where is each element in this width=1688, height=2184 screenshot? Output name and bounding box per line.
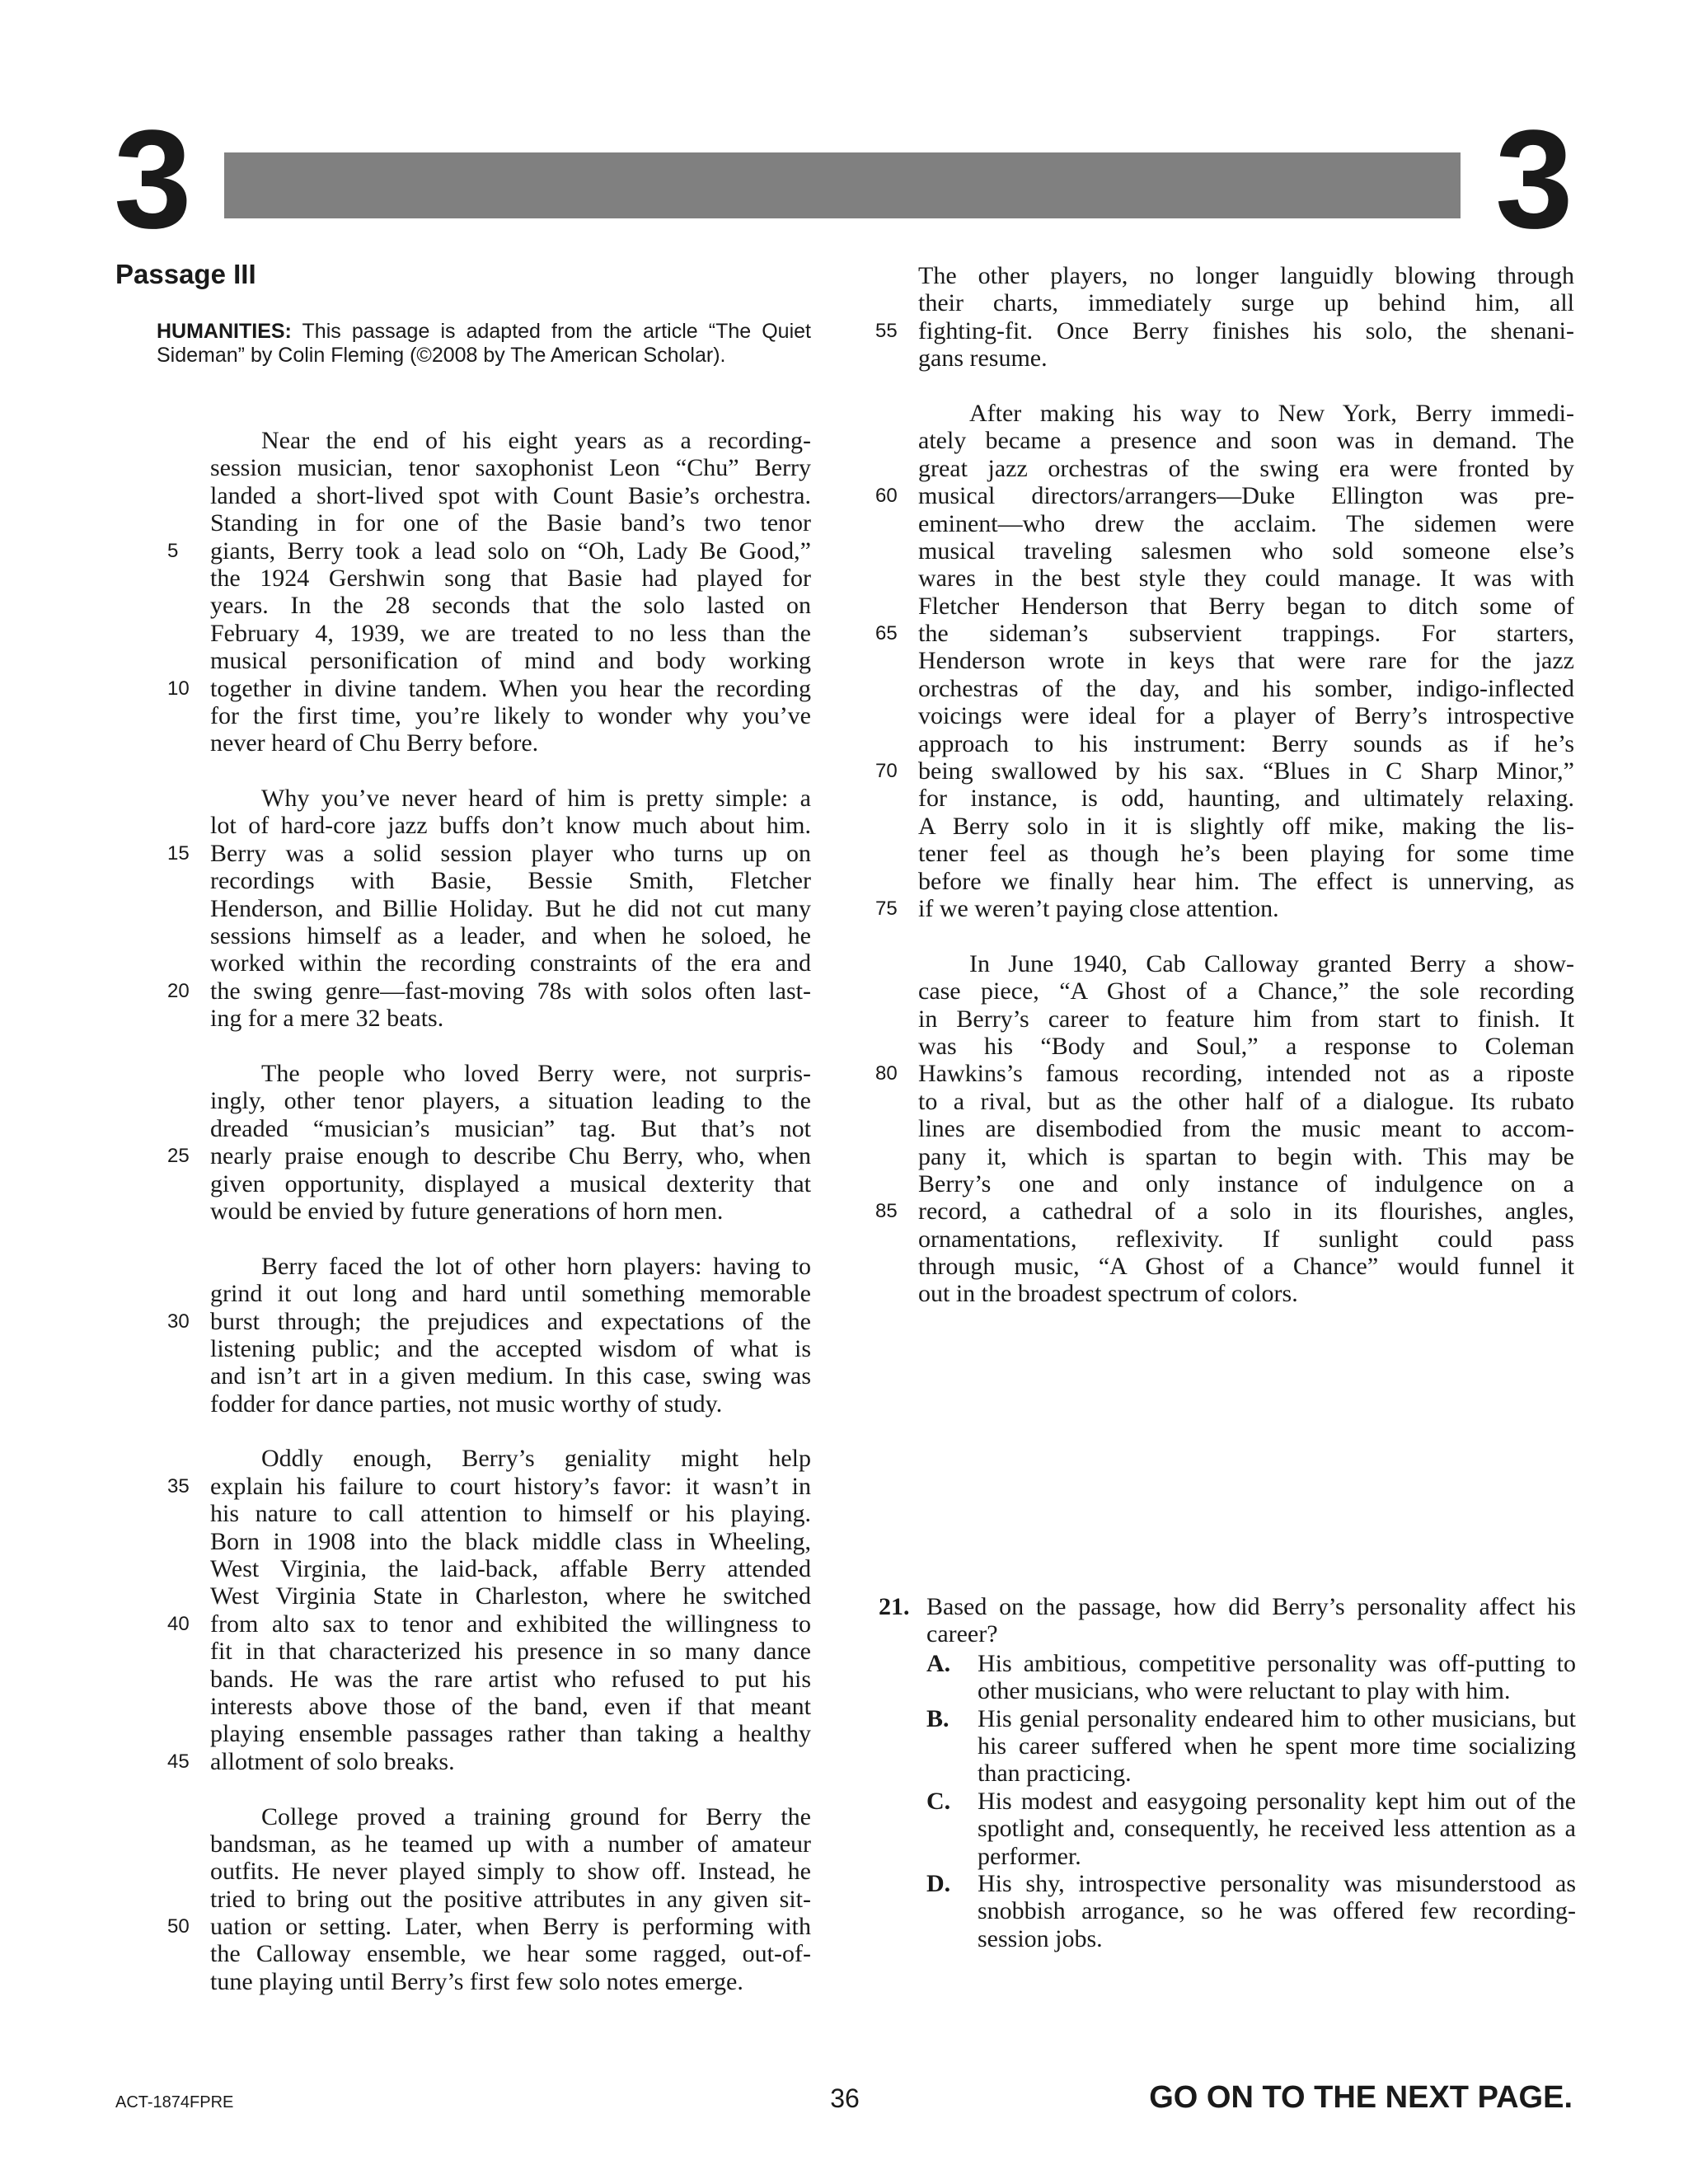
line-text: interests above those of the band, even if that meant bbox=[210, 1692, 811, 1720]
line-number: 25 bbox=[167, 1145, 190, 1168]
choice-d[interactable] bbox=[879, 1870, 1576, 1952]
line-text: playing ensemble passages rather than taking a healthy bbox=[210, 1720, 811, 1748]
question-21 bbox=[879, 1593, 1576, 1952]
line-text: if we weren’t paying close attention. bbox=[918, 894, 1279, 922]
line-text: his nature to call attention to himself or his playing. bbox=[210, 1500, 811, 1528]
line-text: Born in 1908 into the black middle class in Wheeling, bbox=[210, 1527, 811, 1555]
line-text: for the first time, you’re likely to wonder why you’ve bbox=[210, 701, 811, 729]
line-text: great jazz orchestras of the swing era were fronted by bbox=[918, 454, 1574, 482]
line-number: 70 bbox=[875, 760, 898, 783]
footer-form-code: ACT-1874FPRE bbox=[115, 2093, 234, 2111]
passage-line bbox=[210, 1253, 811, 1280]
line-text: to a rival, but as the other half of a dialogue. Its rubato bbox=[918, 1087, 1574, 1115]
intro-text: This passage is adapted from the article “The Quiet Sideman” by Colin Fleming (©2008 by The American Scholar). bbox=[157, 320, 811, 367]
passage-line bbox=[210, 592, 811, 619]
passage-line bbox=[210, 729, 811, 757]
passage-line bbox=[918, 1088, 1574, 1115]
passage-line bbox=[167, 674, 811, 702]
passage-line bbox=[167, 537, 811, 565]
line-text: case piece, “A Ghost of a Chance,” the sole recording bbox=[918, 977, 1574, 1005]
passage-line bbox=[210, 565, 811, 592]
passage-line bbox=[918, 977, 1574, 1005]
line-text: bands. He was the rare artist who refused to put his bbox=[210, 1665, 811, 1693]
line-text: pany it, which is spartan to begin with. This may be bbox=[918, 1142, 1574, 1170]
passage-line bbox=[918, 647, 1574, 674]
passage-line bbox=[918, 675, 1574, 702]
line-text: fighting-fit. Once Berry finishes his solo, the shenani- bbox=[918, 316, 1574, 344]
line-number: 65 bbox=[875, 622, 898, 645]
line-text: years. In the 28 seconds that the solo lasted on bbox=[210, 592, 811, 620]
paragraph-gap bbox=[918, 373, 1574, 400]
line-text: lines are disembodied from the music meant to accom- bbox=[918, 1115, 1574, 1143]
line-text: record, a cathedral of a solo in its flourishes, angles, bbox=[918, 1197, 1574, 1226]
passage-line bbox=[918, 1280, 1574, 1307]
passage-line bbox=[918, 813, 1574, 840]
passage-line bbox=[918, 840, 1574, 867]
passage-line bbox=[210, 1060, 811, 1087]
passage-line bbox=[210, 1197, 811, 1225]
line-text: giants, Berry took a lead solo on “Oh, Lady Be Good,” bbox=[210, 537, 811, 565]
choice-a[interactable] bbox=[879, 1650, 1576, 1705]
line-text: through music, “A Ghost of a Chance” would funnel it bbox=[918, 1253, 1574, 1281]
passage-line bbox=[210, 1087, 811, 1114]
passage-line bbox=[875, 316, 1574, 344]
line-text: February 4, 1939, we are treated to no less than the bbox=[210, 619, 811, 647]
line-text: ornamentations, reflexivity. If sunlight could pass bbox=[918, 1225, 1574, 1253]
passage-line bbox=[210, 1005, 811, 1032]
line-text: the sideman’s subservient trappings. For starters, bbox=[918, 620, 1574, 648]
line-text: fit in that characterized his presence in so many dance bbox=[210, 1638, 811, 1666]
line-number: 30 bbox=[167, 1310, 190, 1333]
passage-line bbox=[918, 1033, 1574, 1060]
line-text: allotment of solo breaks. bbox=[210, 1747, 455, 1775]
line-text: never heard of Chu Berry before. bbox=[210, 729, 539, 757]
passage-line bbox=[167, 839, 811, 867]
choice-text: His shy, introspective personality was misunderstood as snobbish arrogance, so he was offered few recording-session jobs. bbox=[978, 1870, 1576, 1952]
passage-line bbox=[918, 1115, 1574, 1142]
passage-line bbox=[210, 1940, 811, 1967]
passage-line bbox=[210, 1555, 811, 1582]
line-text: wares in the best style they could manage. It was with bbox=[918, 565, 1574, 593]
line-text: burst through; the prejudices and expectations of the bbox=[210, 1307, 811, 1335]
line-text: West Virginia, the laid-back, affable Berry attended bbox=[210, 1555, 811, 1583]
passage-line bbox=[918, 1143, 1574, 1170]
passage-line bbox=[210, 1638, 811, 1665]
line-text: ingly, other tenor players, a situation leading to the bbox=[210, 1087, 811, 1115]
passage-line bbox=[210, 1115, 811, 1142]
line-number: 20 bbox=[167, 979, 190, 1002]
footer-page-number: 36 bbox=[830, 2083, 860, 2113]
line-text: grind it out long and hard until something memorable bbox=[210, 1280, 811, 1308]
line-text: voicings were ideal for a player of Berry’s introspective bbox=[918, 702, 1574, 730]
passage-line bbox=[167, 1142, 811, 1170]
passage-line bbox=[210, 1858, 811, 1885]
passage-line bbox=[875, 1197, 1574, 1226]
passage-line bbox=[918, 455, 1574, 482]
line-text: dreaded “musician’s musician” tag. But that’s not bbox=[210, 1114, 811, 1142]
line-text: was his “Body and Soul,” a response to Coleman bbox=[918, 1032, 1574, 1060]
line-text: would be envied by future generations of horn men. bbox=[210, 1197, 724, 1225]
line-text: fodder for dance parties, not music worthy of study. bbox=[210, 1390, 723, 1418]
passage-line bbox=[875, 757, 1574, 785]
line-text: nearly praise enough to describe Chu Berry, who, when bbox=[210, 1142, 811, 1170]
passage-intro bbox=[157, 320, 811, 368]
intro-label: HUMANITIES: bbox=[157, 320, 292, 343]
passage-line bbox=[167, 1913, 811, 1941]
line-text: landed a short-lived spot with Count Basie’s orchestra. bbox=[210, 481, 811, 509]
line-text: before we finally hear him. The effect is unnerving, as bbox=[918, 867, 1574, 895]
line-number: 60 bbox=[875, 485, 898, 508]
passage-line bbox=[210, 1693, 811, 1720]
line-number: 5 bbox=[167, 539, 179, 562]
line-text: Henderson, and Billie Holiday. But he did not cut many bbox=[210, 894, 811, 922]
passage-line bbox=[210, 1280, 811, 1307]
line-text: the Calloway ensemble, we hear some ragged, out-of- bbox=[210, 1940, 811, 1968]
passage-line bbox=[210, 702, 811, 729]
passage-line bbox=[210, 509, 811, 537]
line-text: lot of hard-core jazz buffs don’t know much about him. bbox=[210, 812, 811, 840]
section-header-bar bbox=[224, 152, 1461, 218]
line-text: tune playing until Berry’s first few solo notes emerge. bbox=[210, 1967, 743, 1995]
line-text: College proved a training ground for Berry the bbox=[261, 1802, 811, 1830]
answer-choices bbox=[879, 1650, 1576, 1952]
choice-text: His ambitious, competitive personality was off-putting to other musicians, who were reluctant to play with him. bbox=[978, 1649, 1576, 1705]
line-text: musical traveling salesmen who sold someone else’s bbox=[918, 537, 1574, 565]
line-number: 50 bbox=[167, 1915, 190, 1938]
paragraph-gap bbox=[210, 757, 811, 785]
line-text: Berry’s one and only instance of indulgence on a bbox=[918, 1169, 1574, 1197]
choice-letter: C. bbox=[926, 1787, 951, 1815]
line-text: being swallowed by his sax. “Blues in C Sharp Minor,” bbox=[918, 757, 1574, 785]
line-text: Why you’ve never heard of him is pretty simple: a bbox=[261, 785, 811, 813]
passage-line bbox=[167, 1307, 811, 1335]
question-stem bbox=[879, 1593, 1576, 1648]
line-text: In June 1940, Cab Calloway granted Berry a show- bbox=[969, 949, 1574, 977]
line-text: for instance, is odd, haunting, and ultimately relaxing. bbox=[918, 785, 1574, 813]
line-text: Fletcher Henderson that Berry began to ditch some of bbox=[918, 592, 1574, 620]
line-text: from alto sax to tenor and exhibited the willingness to bbox=[210, 1610, 811, 1638]
line-text: out in the broadest spectrum of colors. bbox=[918, 1280, 1298, 1308]
line-number: 55 bbox=[875, 319, 898, 342]
line-text: gans resume. bbox=[918, 344, 1048, 373]
question-number: 21. bbox=[879, 1593, 910, 1620]
passage-line bbox=[918, 427, 1574, 454]
passage-line bbox=[210, 1582, 811, 1610]
line-text: the swing genre—fast-moving 78s with solos often last- bbox=[210, 977, 811, 1005]
passage-line bbox=[918, 510, 1574, 537]
paragraph-gap bbox=[918, 922, 1574, 949]
choice-c[interactable] bbox=[879, 1788, 1576, 1870]
line-text: ately became a presence and soon was in demand. The bbox=[918, 427, 1574, 455]
line-text: The other players, no longer languidly blowing through bbox=[918, 262, 1574, 289]
line-text: musical personification of mind and body working bbox=[210, 647, 811, 675]
passage-line bbox=[210, 482, 811, 509]
passage-line bbox=[918, 1253, 1574, 1280]
passage-line bbox=[210, 1362, 811, 1390]
passage-line bbox=[210, 785, 811, 812]
passage-line bbox=[167, 977, 811, 1005]
footer-next-page: GO ON TO THE NEXT PAGE. bbox=[1149, 2080, 1573, 2115]
line-text: ing for a mere 32 beats. bbox=[210, 1005, 444, 1033]
line-text: recordings with Basie, Bessie Smith, Fletcher bbox=[210, 867, 811, 895]
section-number-right: 3 bbox=[1495, 101, 1573, 258]
passage-line bbox=[918, 1005, 1574, 1033]
line-text: the 1924 Gershwin song that Basie had played for bbox=[210, 564, 811, 592]
passage-line bbox=[918, 702, 1574, 729]
choice-text: His modest and easygoing personality kept him out of the spotlight and, consequently, he received less attention as a performer. bbox=[978, 1787, 1576, 1870]
paragraph-gap bbox=[210, 1775, 811, 1802]
line-text: approach to his instrument: Berry sounds as if he’s bbox=[918, 729, 1574, 757]
passage-line bbox=[167, 1747, 811, 1775]
line-text: sessions himself as a leader, and when he soloed, he bbox=[210, 922, 811, 950]
choice-letter: B. bbox=[926, 1704, 950, 1732]
section-number-left: 3 bbox=[114, 101, 192, 258]
line-text: bandsman, as he teamed up with a number of amateur bbox=[210, 1830, 811, 1858]
passage-line bbox=[210, 1170, 811, 1197]
line-number: 15 bbox=[167, 841, 190, 865]
passage-line bbox=[918, 262, 1574, 289]
line-text: Near the end of his eight years as a recording- bbox=[261, 427, 811, 454]
line-text: their charts, immediately surge up behind him, all bbox=[918, 289, 1574, 317]
line-text: Oddly enough, Berry’s geniality might help bbox=[261, 1445, 811, 1473]
passage-line bbox=[918, 785, 1574, 812]
passage-line bbox=[210, 895, 811, 922]
line-text: orchestras of the day, and his somber, indigo-inflected bbox=[918, 674, 1574, 702]
passage-line bbox=[210, 867, 811, 894]
line-number: 10 bbox=[167, 677, 190, 700]
line-text: together in divine tandem. When you hear the recording bbox=[210, 674, 811, 702]
passage-line bbox=[875, 482, 1574, 510]
passage-line bbox=[210, 1803, 811, 1830]
passage-line bbox=[210, 949, 811, 977]
line-text: outfits. He never played simply to show off. Instead, he bbox=[210, 1858, 811, 1886]
line-text: in Berry’s career to feature him from start to finish. It bbox=[918, 1005, 1574, 1033]
passage-line bbox=[918, 344, 1574, 372]
choice-b[interactable] bbox=[879, 1705, 1576, 1788]
passage-line bbox=[875, 620, 1574, 648]
passage-line bbox=[210, 620, 811, 647]
line-text: session musician, tenor saxophonist Leon “Chu” Berry bbox=[210, 454, 811, 482]
paragraph-gap bbox=[210, 1033, 811, 1060]
line-text: The people who loved Berry were, not surpris- bbox=[261, 1059, 811, 1087]
passage-line bbox=[167, 1610, 811, 1638]
passage-title: Passage III bbox=[115, 259, 256, 289]
line-text: Hawkins’s famous recording, intended not as a riposte bbox=[918, 1060, 1574, 1088]
line-text: tried to bring out the positive attributes in any given sit- bbox=[210, 1885, 811, 1913]
passage-line bbox=[210, 1335, 811, 1362]
choice-letter: A. bbox=[926, 1649, 951, 1677]
line-text: West Virginia State in Charleston, where he switched bbox=[210, 1582, 811, 1610]
passage-line bbox=[918, 868, 1574, 895]
line-number: 85 bbox=[875, 1200, 898, 1223]
passage-line bbox=[210, 1886, 811, 1913]
line-text: Berry was a solid session player who turns up on bbox=[210, 839, 811, 867]
line-text: Berry faced the lot of other horn players: having to bbox=[261, 1252, 811, 1280]
line-text: given opportunity, displayed a musical dexterity that bbox=[210, 1169, 811, 1197]
passage-right-column bbox=[875, 262, 1574, 1308]
line-text: tener feel as though he’s been playing for some time bbox=[918, 840, 1574, 868]
passage-line bbox=[210, 1528, 811, 1555]
passage-line bbox=[210, 1830, 811, 1858]
passage-line bbox=[918, 537, 1574, 565]
line-text: Henderson wrote in keys that were rare for the jazz bbox=[918, 647, 1574, 675]
passage-line bbox=[210, 922, 811, 949]
passage-line bbox=[918, 565, 1574, 592]
line-number: 80 bbox=[875, 1062, 898, 1085]
passage-line bbox=[210, 1720, 811, 1747]
passage-line bbox=[918, 730, 1574, 757]
passage-line bbox=[875, 894, 1574, 922]
line-text: worked within the recording constraints of the era and bbox=[210, 949, 811, 977]
choice-text: His genial personality endeared him to other musicians, but his career suffered when he spent more time socializing than practicing. bbox=[978, 1704, 1576, 1788]
line-text: A Berry solo in it is slightly off mike, making the lis- bbox=[918, 812, 1574, 840]
passage-line bbox=[210, 1666, 811, 1693]
passage-line bbox=[210, 647, 811, 674]
passage-line bbox=[210, 1445, 811, 1472]
choice-letter: D. bbox=[926, 1870, 951, 1898]
passage-line bbox=[210, 812, 811, 839]
line-text: eminent—who drew the acclaim. The sidemen were bbox=[918, 509, 1574, 537]
passage-line bbox=[918, 1170, 1574, 1197]
line-text: musical directors/arrangers—Duke Ellington was pre- bbox=[918, 482, 1574, 510]
line-number: 45 bbox=[167, 1750, 190, 1773]
passage-line bbox=[918, 1226, 1574, 1253]
line-text: and isn’t art in a given medium. In this case, swing was bbox=[210, 1362, 811, 1390]
passage-left-column bbox=[167, 427, 811, 1995]
line-number: 75 bbox=[875, 897, 898, 920]
passage-line bbox=[918, 400, 1574, 427]
passage-line bbox=[875, 1060, 1574, 1088]
question-text: Based on the passage, how did Berry’s personality affect his career? bbox=[926, 1593, 1576, 1648]
passage-line bbox=[918, 593, 1574, 620]
passage-line bbox=[210, 427, 811, 454]
line-number: 40 bbox=[167, 1612, 190, 1635]
passage-line bbox=[210, 454, 811, 481]
passage-line bbox=[210, 1968, 811, 1995]
passage-line bbox=[918, 950, 1574, 977]
paragraph-gap bbox=[210, 1418, 811, 1445]
passage-line bbox=[210, 1500, 811, 1527]
line-text: explain his failure to court history’s favor: it wasn’t in bbox=[210, 1472, 811, 1500]
line-number: 35 bbox=[167, 1474, 190, 1497]
line-text: After making his way to New York, Berry immedi- bbox=[969, 399, 1574, 427]
line-text: uation or setting. Later, when Berry is performing with bbox=[210, 1913, 811, 1941]
paragraph-gap bbox=[210, 1225, 811, 1252]
passage-line bbox=[167, 1472, 811, 1500]
line-text: Standing in for one of the Basie band’s two tenor bbox=[210, 509, 811, 537]
line-text: listening public; and the accepted wisdom of what is bbox=[210, 1334, 811, 1362]
passage-line bbox=[918, 289, 1574, 316]
passage-line bbox=[210, 1390, 811, 1418]
